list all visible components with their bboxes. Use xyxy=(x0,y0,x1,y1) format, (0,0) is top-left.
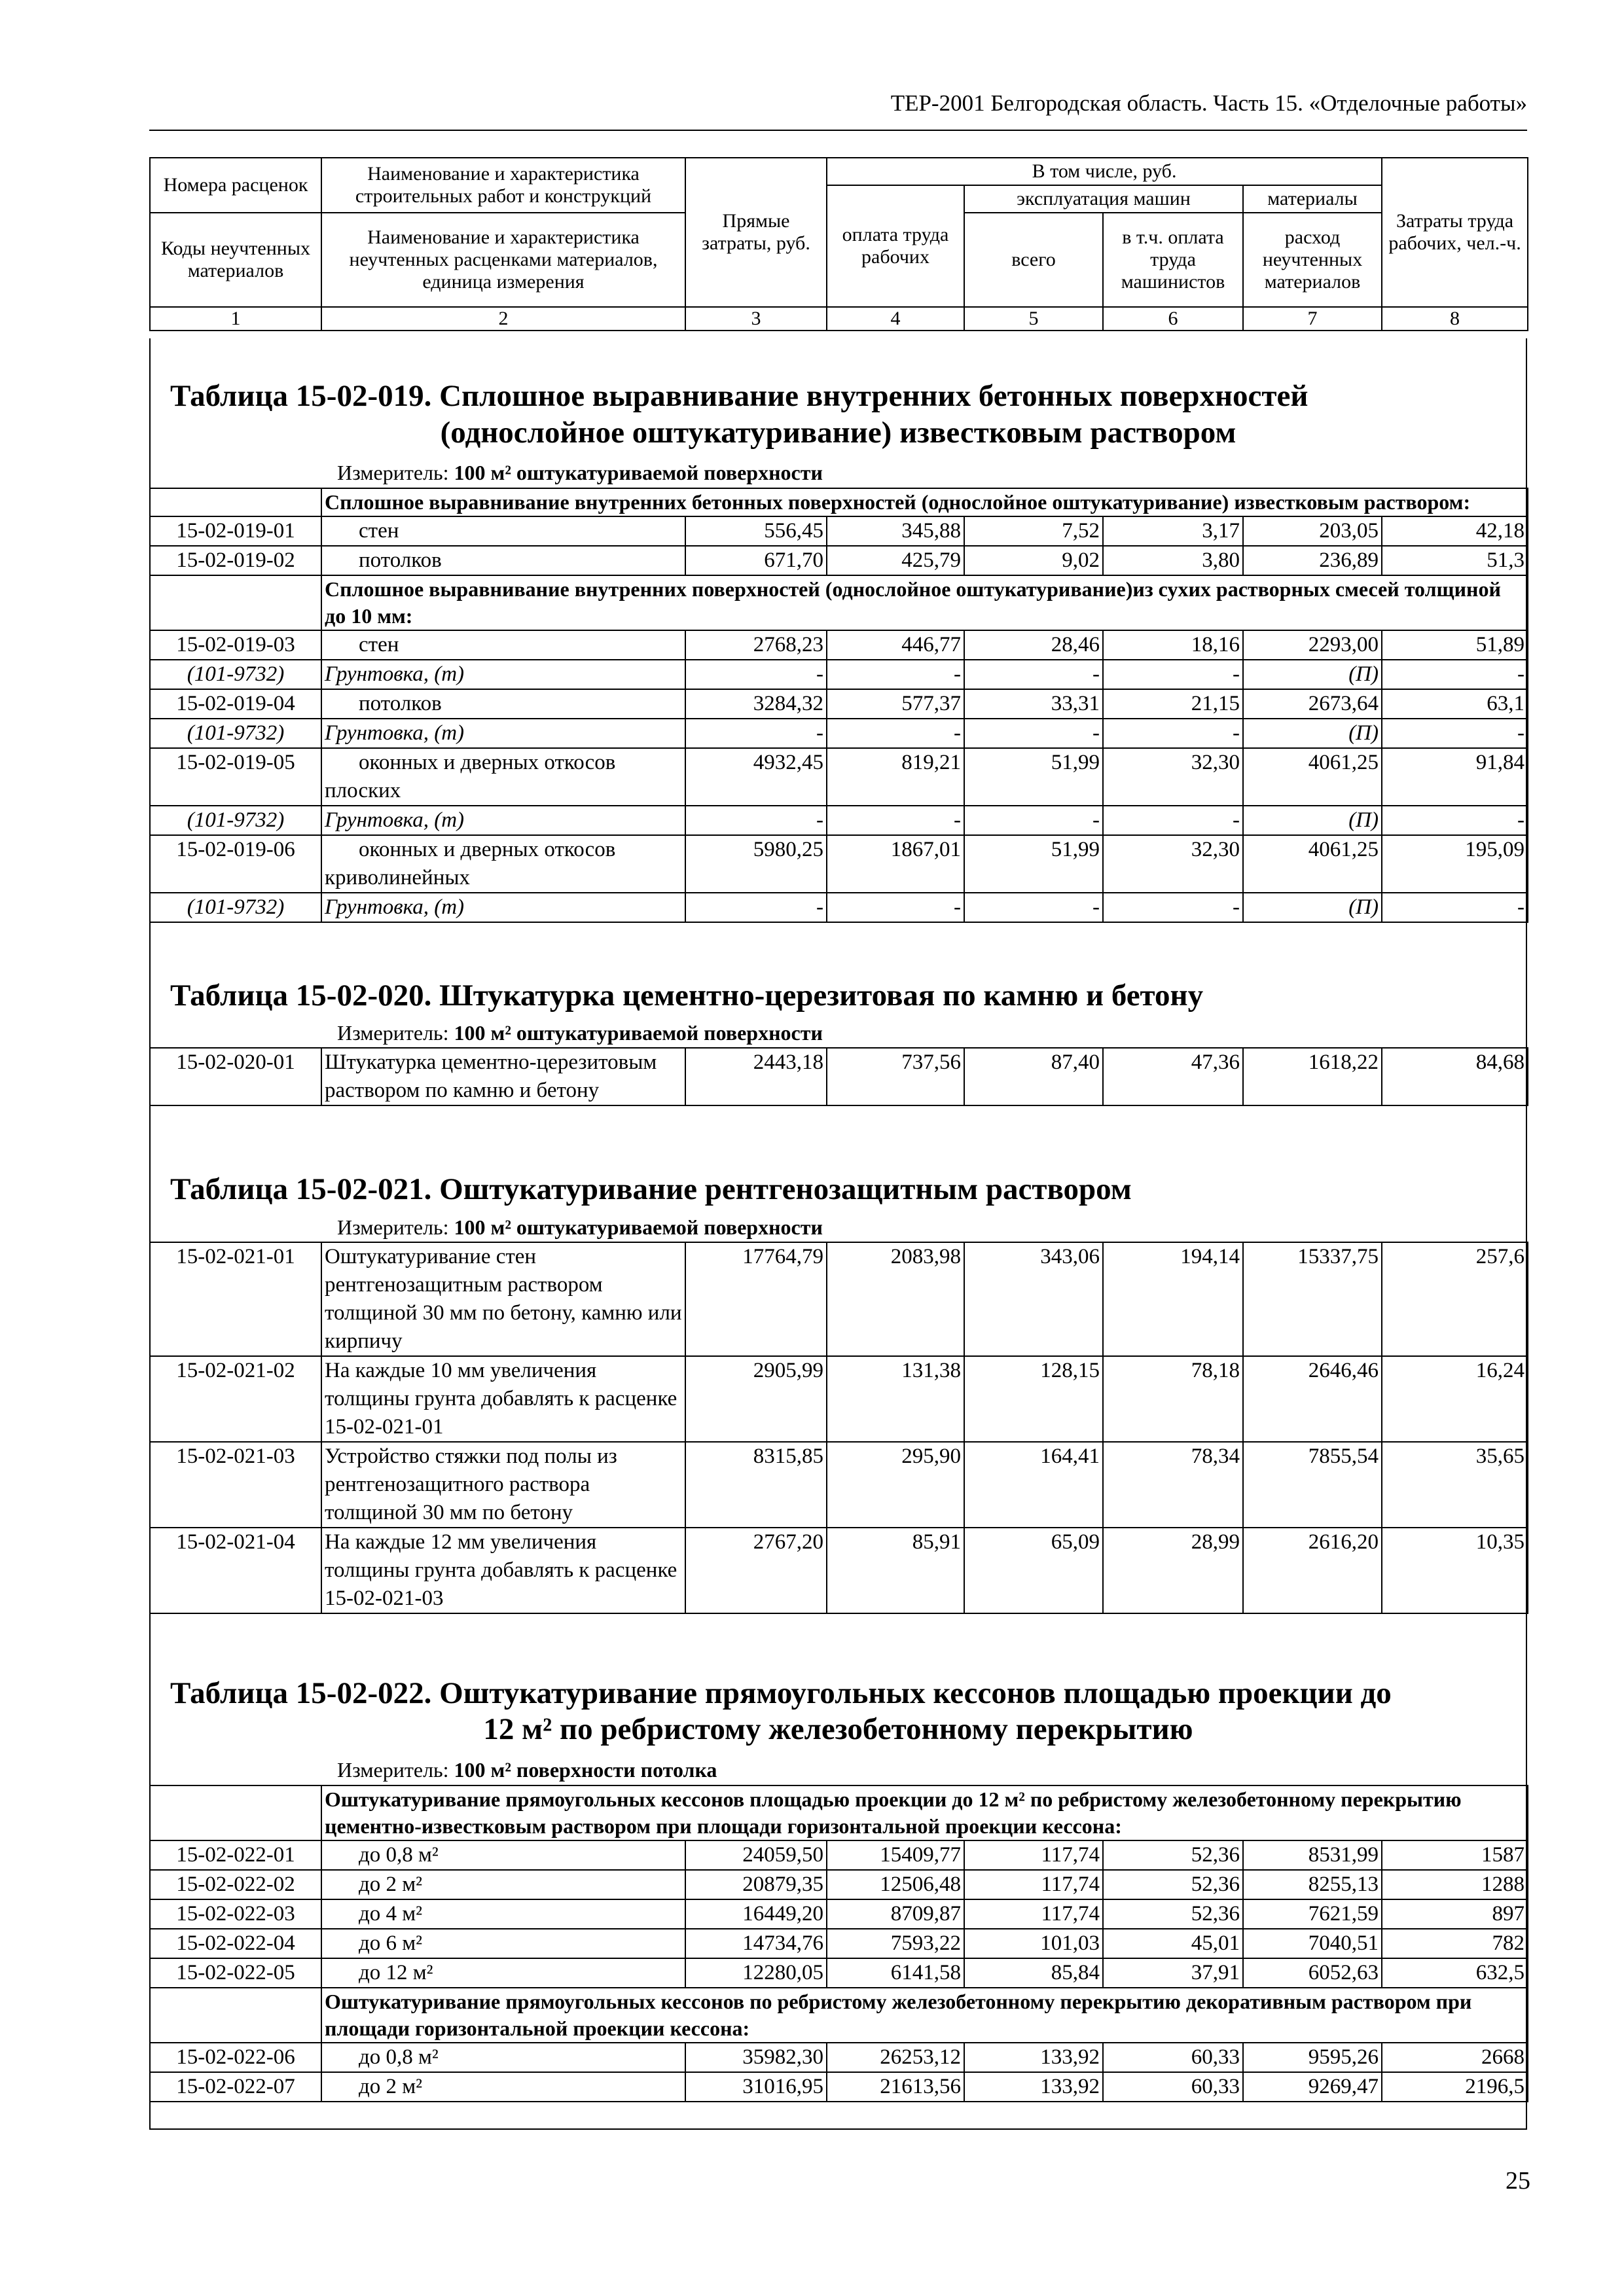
machines-header: эксплуатация машин xyxy=(964,185,1243,213)
table-row: (101-9732) Грунтовка, (т) - - - - (П) - xyxy=(150,893,1528,922)
col2-bottom-header: Наименование и характеристика неучтенных расценками материалов, единица измерения xyxy=(321,213,685,307)
table-row: (101-9732) Грунтовка, (т) - - - - (П) - xyxy=(150,806,1528,835)
page-number: 25 xyxy=(1506,2167,1530,2195)
materials-header: материалы xyxy=(1243,185,1382,213)
table-row: 15-02-019-05 оконных и дверных откосов плоских 4932,45 819,21 51,99 32,30 4061,25 91,84 xyxy=(150,748,1528,806)
col2-top-header: Наименование и характеристика строительных работ и конструкций xyxy=(321,158,685,213)
column-header-table xyxy=(149,157,1528,331)
table-row: 15-02-022-04 до 6 м² 14734,76 7593,22 101,03 45,01 7040,51 782 xyxy=(150,1929,1528,1958)
table-row: 15-02-019-04 потолков 3284,32 577,37 33,31 21,15 2673,64 63,1 xyxy=(150,689,1528,719)
table-22-title-line1: Таблица 15-02-022. Оштукатуривание прямоугольных кессонов площадью проекции до xyxy=(170,1676,1392,1710)
table-19-measurer: Измеритель: 100 м² оштукатуриваемой поверхности xyxy=(337,461,823,484)
table-row: 15-02-022-06 до 0,8 м² 35982,30 26253,12 133,92 60,33 9595,26 2668 xyxy=(150,2043,1528,2072)
col-number-5: 5 xyxy=(964,307,1103,331)
table-row: 15-02-019-06 оконных и дверных откосов криволинейных 5980,25 1867,01 51,99 32,30 4061,25 195,09 xyxy=(150,835,1528,893)
table-row: 15-02-019-02 потолков 671,70 425,79 9,02 3,80 236,89 51,3 xyxy=(150,546,1528,575)
col-number-3: 3 xyxy=(685,307,827,331)
table-row: (101-9732) Грунтовка, (т) - - - - (П) - xyxy=(150,719,1528,748)
col-number-4: 4 xyxy=(827,307,964,331)
table-row: 15-02-021-02 На каждые 10 мм увеличения толщины грунта добавлять к расценке 15-02-021-01 2905,99 131,38 128,15 78,18 2646,46 16,24 xyxy=(150,1356,1528,1442)
table-row: (101-9732) Грунтовка, (т) - - - - (П) - xyxy=(150,660,1528,689)
col7-header: расход неучтенных материалов xyxy=(1243,213,1382,307)
col-number-7: 7 xyxy=(1243,307,1382,331)
table-row xyxy=(150,575,1528,630)
table-row: 15-02-021-01 Оштукатуривание стен рентгенозащитным раствором толщиной 30 мм по бетону, камню или кирпичу 17764,79 2083,98 343,06 194,14 15337,75 257,6 xyxy=(150,1242,1528,1356)
col1-top-header: Номера расценок xyxy=(150,158,321,213)
table-row: 15-02-019-01 стен 556,45 345,88 7,52 3,17 203,05 42,18 xyxy=(150,516,1528,546)
table-20 xyxy=(149,1047,1528,1106)
table-row: 15-02-019-03 стен 2768,23 446,77 28,46 18,16 2293,00 51,89 xyxy=(150,630,1528,660)
table-22-measurer: Измеритель: 100 м² поверхности потолка xyxy=(337,1758,717,1782)
table-row xyxy=(150,1785,1528,1840)
table-21-measurer: Измеритель: 100 м² оштукатуриваемой поверхности xyxy=(337,1215,823,1239)
table-20-title: Таблица 15-02-020. Штукатурка цементно-церезитовая по камню и бетону xyxy=(170,978,1204,1013)
col8-header: Затраты труда рабочих, чел.-ч. xyxy=(1382,158,1528,307)
col4-header: оплата труда рабочих xyxy=(827,185,964,307)
table-22 xyxy=(149,1785,1528,2102)
table-22-title-line2: 12 м² по ребристому железобетонному перекрытию xyxy=(483,1712,1193,1746)
table-row: 15-02-022-02 до 2 м² 20879,35 12506,48 117,74 52,36 8255,13 1288 xyxy=(150,1870,1528,1899)
table-row: 15-02-022-03 до 4 м² 16449,20 8709,87 117,74 52,36 7621,59 897 xyxy=(150,1899,1528,1929)
table-20-measurer: Измеритель: 100 м² оштукатуриваемой поверхности xyxy=(337,1021,823,1045)
col5-header: всего xyxy=(964,213,1103,307)
col1-bottom-header: Коды неучтенных материалов xyxy=(150,213,321,307)
col-number-6: 6 xyxy=(1103,307,1243,331)
group-heading: Оштукатуривание прямоугольных кессонов площадью проекции до 12 м² по ребристому железобетонному перекрытию цементно-известковым раствором при площади горизонтальной проекции кессона: xyxy=(321,1785,1528,1840)
table-19-title-line1: Таблица 15-02-019. Сплошное выравнивание внутренних бетонных поверхностей xyxy=(170,379,1308,413)
group-heading: Оштукатуривание прямоугольных кессонов по ребристому железобетонному перекрытию декоративным раствором при площади горизонтальной проекции кессона: xyxy=(321,1988,1528,2043)
header-rule xyxy=(149,130,1527,131)
table-21-title: Таблица 15-02-021. Оштукатуривание рентгенозащитным раствором xyxy=(170,1172,1132,1206)
col6-header: в т.ч. оплата труда машинистов xyxy=(1103,213,1243,307)
table-row: 15-02-022-01 до 0,8 м² 24059,50 15409,77 117,74 52,36 8531,99 1587 xyxy=(150,1840,1528,1870)
table-row: 15-02-020-01 Штукатурка цементно-церезитовым раствором по камню и бетону 2443,18 737,56 87,40 47,36 1618,22 84,68 xyxy=(150,1048,1528,1105)
table-19 xyxy=(149,488,1528,923)
table-19-title-line2: (однослойное оштукатуривание) известковым раствором xyxy=(440,416,1236,450)
table-row: 15-02-022-05 до 12 м² 12280,05 6141,58 85,84 37,91 6052,63 632,5 xyxy=(150,1958,1528,1988)
col-number-8: 8 xyxy=(1382,307,1528,331)
table-row xyxy=(150,488,1528,516)
group-heading: Сплошное выравнивание внутренних поверхностей (однослойное оштукатуривание)из сухих растворных смесей толщиной до 10 мм: xyxy=(321,575,1528,630)
col-number-2: 2 xyxy=(321,307,685,331)
group-heading: Сплошное выравнивание внутренних бетонных поверхностей (однослойное оштукатуривание) известковым раствором: xyxy=(321,488,1528,516)
table-21 xyxy=(149,1242,1528,1614)
col-number-1: 1 xyxy=(150,307,321,331)
including-header: В том числе, руб. xyxy=(827,158,1382,185)
table-row: 15-02-022-07 до 2 м² 31016,95 21613,56 133,92 60,33 9269,47 2196,5 xyxy=(150,2072,1528,2102)
running-header: ТЕР-2001 Белгородская область. Часть 15. «Отделочные работы» xyxy=(890,90,1527,116)
table-row xyxy=(150,1988,1528,2043)
table-row: 15-02-021-03 Устройство стяжки под полы из рентгенозащитного раствора толщиной 30 мм по бетону 8315,85 295,90 164,41 78,34 7855,54 35,65 xyxy=(150,1442,1528,1528)
table-row: 15-02-021-04 На каждые 12 мм увеличения толщины грунта добавлять к расценке 15-02-021-03 2767,20 85,91 65,09 28,99 2616,20 10,35 xyxy=(150,1528,1528,1613)
col3-header: Прямые затраты, руб. xyxy=(685,158,827,307)
